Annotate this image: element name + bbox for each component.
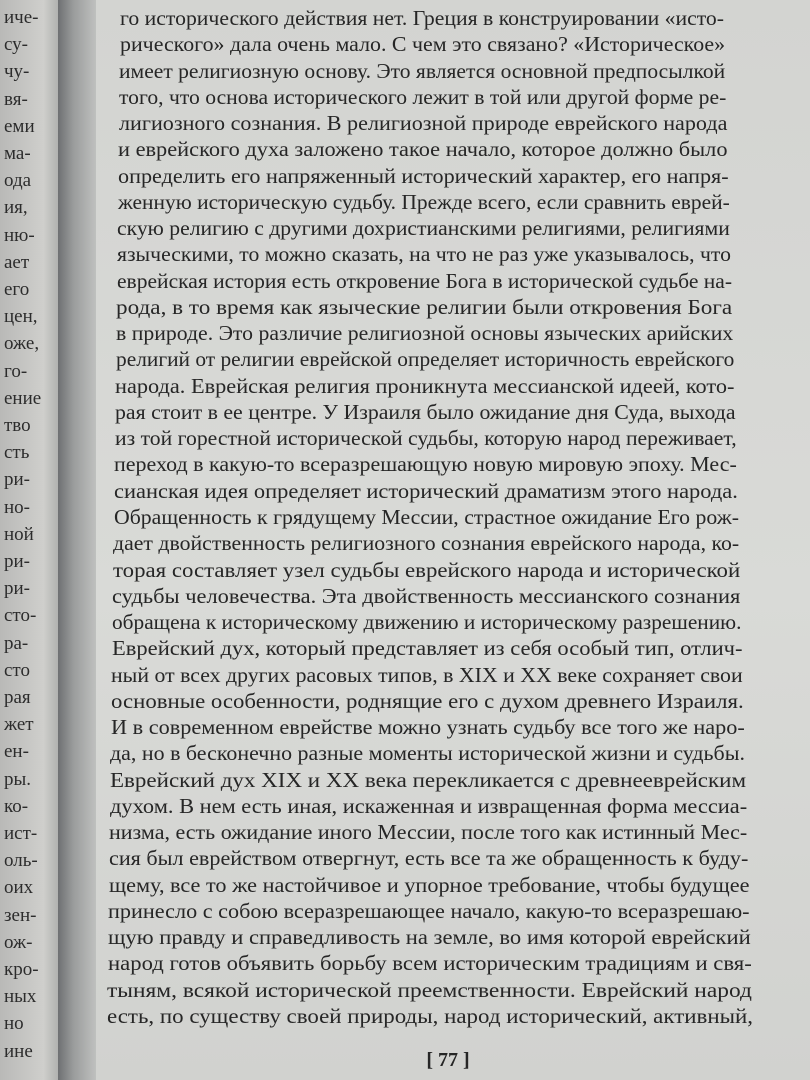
body-text-line: лигиозного сознания. В религиозной природе еврейского народа <box>118 111 728 136</box>
facing-page-fragment: оже, <box>4 333 40 355</box>
facing-page-fragment: жет <box>4 714 34 736</box>
facing-page <box>0 0 62 1080</box>
facing-page-fragment: ода <box>4 170 32 192</box>
body-text-line: сия был еврейством отвергнут, есть все та же обращенность к буду- <box>109 846 749 871</box>
body-text-line: го исторического действия нет. Греция в конструировании «исто- <box>120 6 724 30</box>
facing-page-fragment: но <box>4 1013 24 1035</box>
body-text-line: основные особенности, роднящие его с духом древнего Израиля. <box>111 688 744 713</box>
facing-page-fragment: ине <box>4 1040 33 1062</box>
body-text-line: языческими, то можно сказать, на что не раз уже указывалось, что <box>116 242 731 267</box>
facing-page-fragment: ко- <box>4 795 29 817</box>
facing-page-fragment: ри- <box>4 551 30 572</box>
facing-page-fragment: кро- <box>4 959 39 980</box>
body-text-line: есть, по существу своей природы, народ исторический, активный, <box>107 1004 753 1028</box>
facing-page-fragment: чу- <box>4 61 30 83</box>
facing-page-fragment: цен, <box>4 306 38 328</box>
body-text-line: женную историческую судьбу. Прежде всего, если сравнить еврей- <box>117 189 730 214</box>
facing-page-fragment: ню- <box>4 224 35 246</box>
facing-page-fragment: ри- <box>4 578 30 600</box>
body-text-line: тыням, всякой исторической преемственности. Еврейский народ <box>107 977 753 1002</box>
facing-page-fragment: ра- <box>4 632 29 654</box>
facing-page-fragment: су- <box>4 34 29 56</box>
facing-page-fragment: ож- <box>4 931 33 953</box>
body-text-line: да, но в бесконечно разные моменты исторической жизни и судьбы. <box>110 741 746 766</box>
facing-page-fragment: оих <box>4 877 34 899</box>
facing-page-fragment: сто- <box>4 605 37 627</box>
body-text-line: низма, есть ожидание иного Мессии, после того как истинный Мес- <box>109 820 748 845</box>
body-text-line: народ готов объявить борьбу всем историческим традициям и свя- <box>107 951 752 976</box>
facing-page-fragment: ной <box>4 523 34 545</box>
body-text-line: Еврейский дух XIX и XX века перекликается с древнееврейским <box>110 767 747 792</box>
body-text-line: щему, все то же настойчивое и упорное требование, чтобы будущее <box>108 872 750 897</box>
body-text-line: судьбы человечества. Эта двойственность мессианского сознания <box>112 583 741 608</box>
body-text-line: народа. Еврейская религия проникнута мессианской идеей, кото- <box>115 373 735 398</box>
body-text-line: религий от религии еврейской определяет историчность еврейского <box>115 347 734 372</box>
facing-page-fragment: ма- <box>4 143 31 164</box>
facing-page-fragment: вя- <box>4 88 28 110</box>
body-text-line: принесло с собою всеразрешающее начало, какую-то всеразрешаю- <box>108 898 750 923</box>
facing-page-fragment: но- <box>4 496 30 518</box>
body-text-line: дает двойственность религиозного сознания еврейского народа, ко- <box>113 531 740 556</box>
facing-page-fragment: ение <box>4 387 42 409</box>
facing-page-fragment: ает <box>4 251 30 273</box>
body-text-line: переход в какую-то всеразрешающую новую мировую эпоху. Мес- <box>114 452 737 477</box>
facing-page-fragment: го- <box>4 360 28 382</box>
facing-page-fragment: зен- <box>4 904 37 926</box>
facing-page-fragment: иче- <box>4 7 39 28</box>
body-text-line: рического» дала очень мало. С чем это связано? «Историческое» <box>119 32 725 57</box>
page-number: [ 77 ] <box>426 1049 470 1071</box>
body-text-line: сианская идея определяет исторический драматизм этого народа. <box>113 478 738 503</box>
facing-page-fragment: еми <box>4 115 35 137</box>
body-text-line: и еврейского духа заложено такое начало, которое должно было <box>118 137 728 162</box>
body-text-line: духом. В нем есть иная, искаженная и извращенная форма мессиа- <box>109 793 747 818</box>
body-text-line: Обращенность к грядущему Мессии, страстное ожидание Его рож- <box>113 505 739 529</box>
body-text-line: щую правду и справедливость на земле, во имя которой еврейский <box>108 925 751 950</box>
body-text-line: рода, в то время как языческие религии были откровения Бога <box>116 294 733 319</box>
body-text-line: торая составляет узел судьбы еврейского народа и исторической <box>112 557 741 582</box>
body-text-line: определить его напряженный исторический характер, его напря- <box>117 163 729 188</box>
body-text-line: ный от всех других расовых типов, в XIX и XX веке сохраняет свои <box>111 662 744 687</box>
facing-page-fragment: ия, <box>4 197 28 219</box>
body-text-line: имеет религиозную основу. Это является основной предпосылкой <box>119 58 726 83</box>
facing-page-fragment: ен- <box>4 741 29 763</box>
facing-page-fragment: сто <box>4 659 30 681</box>
facing-page-fragment: ри- <box>4 469 30 491</box>
body-text-line: из той горестной исторической судьбы, которую народ переживает, <box>114 426 737 451</box>
body-text-line: Еврейский дух, который представляет из себя особый тип, отлич- <box>111 636 743 661</box>
facing-page-fragment: рая <box>4 687 31 708</box>
facing-page-fragment: ист- <box>4 823 38 844</box>
body-text-line: скую религию с другими дохристианскими религиями, религиями <box>117 216 731 241</box>
facing-page-fragment: ных <box>4 986 37 1008</box>
facing-page-fragment: его <box>4 279 30 300</box>
body-text-line: И в современном еврействе можно узнать судьбу все того же наро- <box>110 715 745 740</box>
facing-page-fragment: тво <box>4 415 31 436</box>
facing-page-fragment: сть <box>4 442 30 464</box>
body-text-line: еврейская история есть откровение Бога в исторической судьбе на- <box>116 268 732 293</box>
facing-page-fragment: ры. <box>4 768 32 790</box>
body-text-line: обращена к историческому движению и историческому разрешению. <box>112 610 742 635</box>
body-text-line: того, что основа исторического лежит в той или другой форме ре- <box>118 84 727 109</box>
body-text-line: в природе. Это различие религиозной основы языческих арийских <box>115 321 734 346</box>
facing-page-fragment: оль- <box>4 850 38 872</box>
body-text-line: рая стоит в ее центре. У Израиля было ожидание дня Суда, выхода <box>114 399 736 424</box>
